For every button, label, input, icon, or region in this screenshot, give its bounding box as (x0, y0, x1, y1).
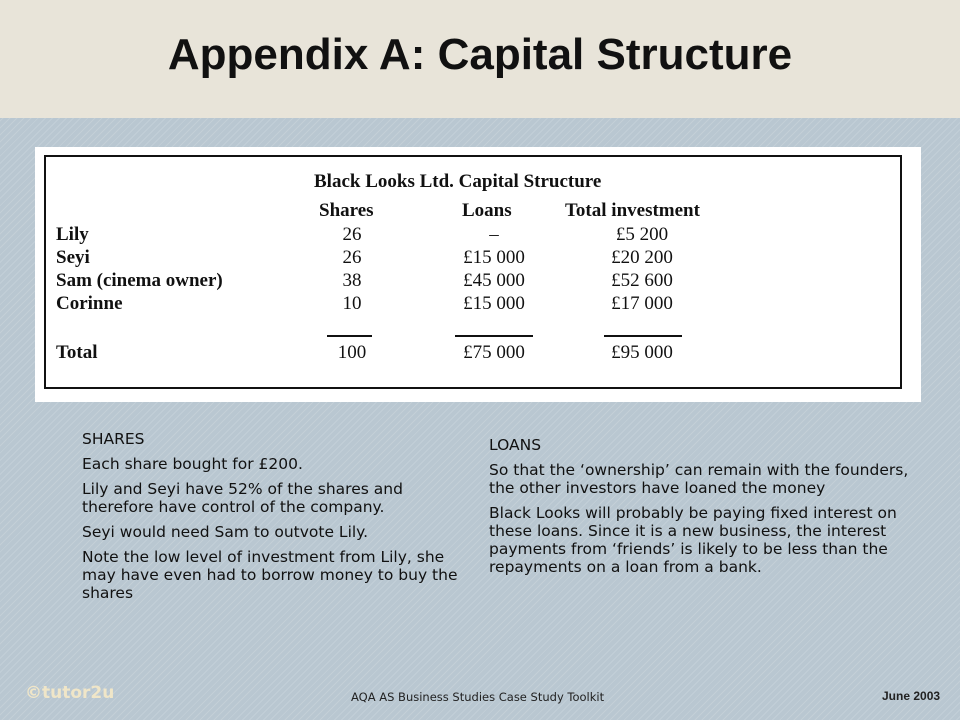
cell-sam-shares: 38 (342, 270, 362, 291)
shares-note: Note the low level of investment from Lily, she may have even had to borrow money to buy the shares (82, 548, 458, 602)
sum-rule-total (604, 335, 682, 337)
cell-sam-total: £52 600 (611, 270, 673, 291)
cell-total-shares: 100 (337, 342, 367, 363)
shares-notes (82, 430, 472, 609)
row-label-seyi: Seyi (56, 247, 90, 268)
column-header-loans: Loans (462, 200, 512, 221)
cell-lily-loans: – (489, 224, 499, 245)
capital-structure-table (44, 155, 902, 389)
cell-total-loans: £75 000 (463, 342, 525, 363)
brand-logo-text: ©tutor2u (25, 683, 115, 703)
cell-total-total: £95 000 (611, 342, 673, 363)
footer-course-title: AQA AS Business Studies Case Study Toolkit (351, 690, 605, 704)
cell-lily-total: £5 200 (615, 224, 669, 245)
shares-note: Seyi would need Sam to outvote Lily. (82, 523, 369, 541)
row-label-lily: Lily (56, 224, 89, 245)
capital-structure-panel (35, 147, 921, 402)
loans-heading: LOANS (489, 436, 542, 454)
row-label-total: Total (56, 342, 98, 363)
shares-heading: SHARES (82, 430, 145, 448)
cell-seyi-loans: £15 000 (463, 247, 525, 268)
cell-seyi-shares: 26 (342, 247, 362, 268)
cell-lily-shares: 26 (342, 224, 362, 245)
column-header-shares: Shares (319, 200, 374, 221)
table-caption: Black Looks Ltd. Capital Structure (314, 171, 602, 192)
column-header-total-investment: Total investment (565, 200, 700, 221)
sum-rule-loans (455, 335, 533, 337)
shares-note: Each share bought for £200. (82, 455, 303, 473)
row-label-sam: Sam (cinema owner) (56, 270, 223, 291)
loans-note: So that the ‘ownership’ can remain with the founders, the other investors have loaned the money (489, 461, 909, 497)
cell-sam-loans: £45 000 (463, 270, 525, 291)
cell-corinne-shares: 10 (342, 293, 362, 314)
loans-note: Black Looks will probably be paying fixed interest on these loans. Since it is a new business, the interest payments from ‘friends’ is likely to be less than the repayments on a loan from a bank. (489, 504, 897, 576)
cell-seyi-total: £20 200 (611, 247, 673, 268)
sum-rule-shares (327, 335, 372, 337)
slide-title: Appendix A: Capital Structure (167, 30, 793, 79)
row-label-corinne: Corinne (56, 293, 123, 314)
shares-note: Lily and Seyi have 52% of the shares and therefore have control of the company. (82, 480, 403, 516)
cell-corinne-loans: £15 000 (463, 293, 525, 314)
footer-date: June 2003 (882, 689, 941, 703)
cell-corinne-total: £17 000 (611, 293, 673, 314)
loans-notes (489, 436, 909, 583)
